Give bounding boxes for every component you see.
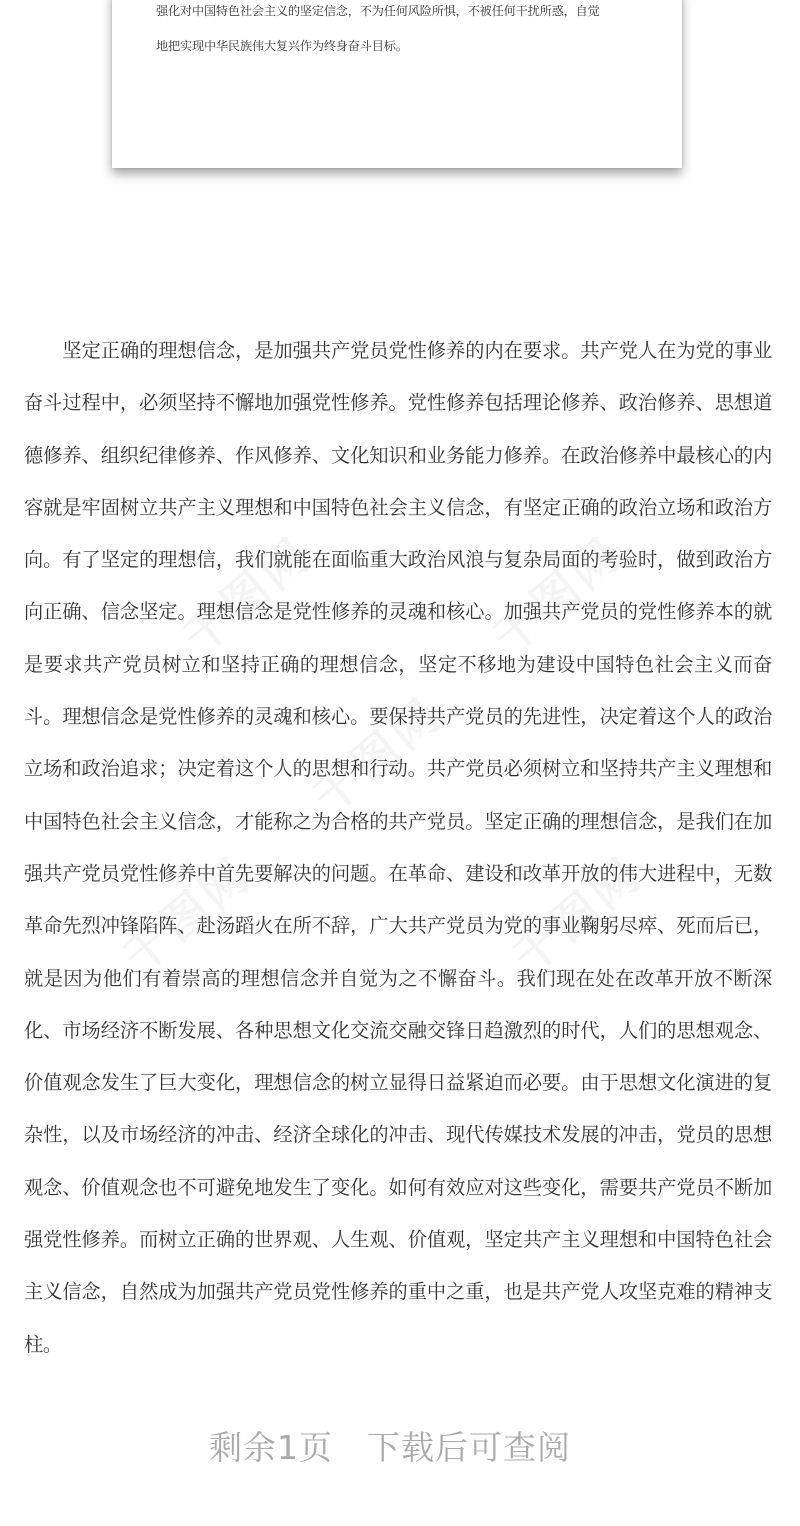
preview-line-2: 地把实现中华民族伟大复兴作为终身奋斗目标。 bbox=[156, 39, 408, 53]
preview-page-card bbox=[112, 0, 682, 168]
remaining-pages-notice[interactable] bbox=[0, 1422, 780, 1474]
document-body-paragraph: 坚定正确的理想信念，是加强共产党员党性修养的内在要求。共产党人在为党的事业奋斗过程中，必须坚持不懈地加强党性修养。党性修养包括理论修养、政治修养、思想道德修养、组织纪律修养、作风修养、文化知识和业务能力修养。在政治修养中最核心的内容就是牢固树立共产主义理想和中国特色社会主义信念，有坚定正确的政治立场和政治方向。有了坚定的理想信，我们就能在面临重大政治风浪与复杂局面的考验时，做到政治方向正确、信念坚定。理想信念是党性修养的灵魂和核心。加强共产党员的党性修养本的就是要求共产党员树立和坚持正确的理想信念，坚定不移地为建设中国特色社会主义而奋斗。理想信念是党性修养的灵魂和核心。要保持共产党员的先进性，决定着这个人的政治立场和政治追求；决定着这个人的思想和行动。共产党员必须树立和坚持共产主义理想和中国特色社会主义信念，才能称之为合格的共产党员。坚定正确的理想信念，是我们在加强共产党员党性修养中首先要解决的问题。在革命、建设和改革开放的伟大进程中，无数革命先烈冲锋陷阵、赴汤蹈火在所不辞，广大共产党员为党的事业鞠躬尽瘁、死而后已，就是因为他们有着崇高的理想信念并自觉为之不懈奋斗。我们现在处在改革开放不断深化、市场经济不断发展、各种思想文化交流交融交锋日趋激烈的时代，人们的思想观念、价值观念发生了巨大变化，理想信念的树立显得日益紧迫而必要。由于思想文化演进的复杂性，以及市场经济的冲击、经济全球化的冲击、现代传媒技术发展的冲击，党员的思想观念、价值观念也不可避免地发生了变化。如何有效应对这些变化，需要共产党员不断加强党性修养。而树立正确的世界观、人生观、价值观，坚定共产主义理想和中国特色社会主义信念，自然成为加强共产党员党性修养的重中之重，也是共产党人攻坚克难的精神支柱。 bbox=[24, 339, 772, 1356]
preview-line-1: 强化对中国特色社会主义的坚定信念，不为任何风险所惧，不被任何干扰所惑，自觉 bbox=[156, 4, 600, 18]
preview-card-text bbox=[156, 0, 656, 64]
remaining-pages-label: 剩余1页 bbox=[209, 1428, 333, 1467]
download-prompt-label: 下载后可查阅 bbox=[367, 1428, 571, 1467]
